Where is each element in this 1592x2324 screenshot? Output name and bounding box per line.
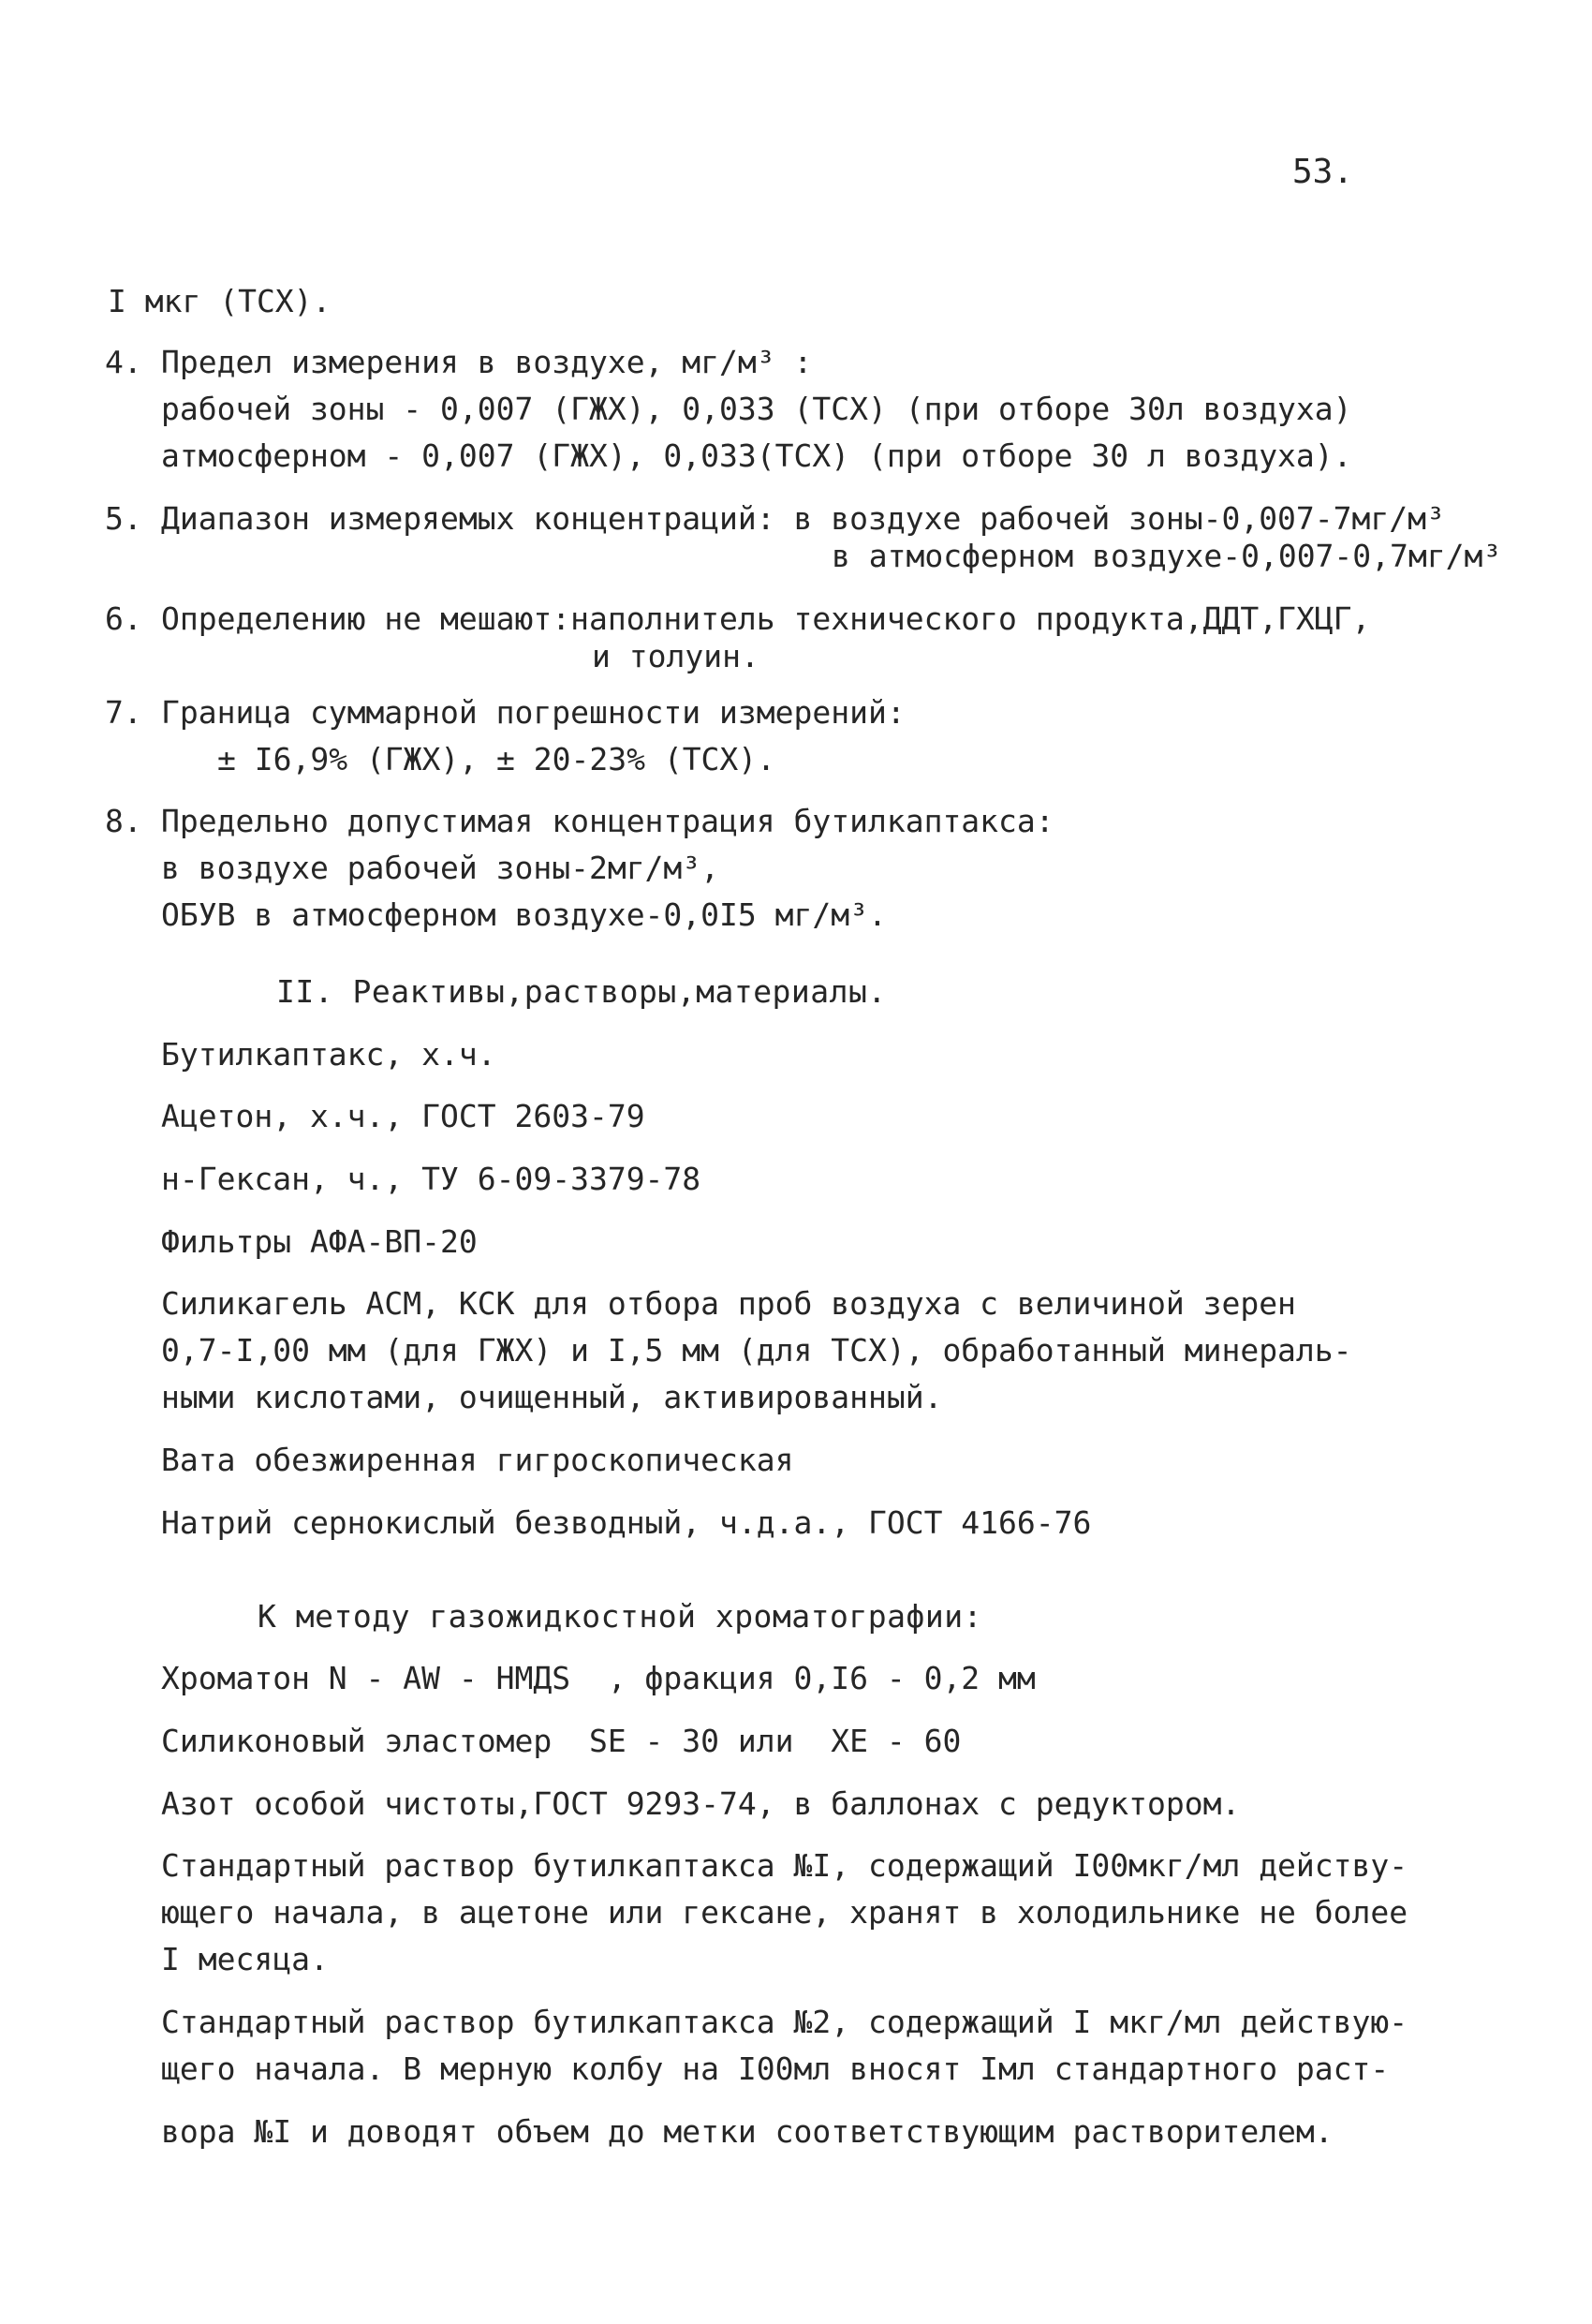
section-7-line-2: ± I6,9% (ГЖХ), ± 20-23% (ТСХ). — [217, 741, 776, 777]
section-5-number: 5. — [105, 500, 142, 537]
reagent-item-4: Фильтры АФА-ВП-20 — [161, 1223, 478, 1260]
section-5-line-2: в атмосферном воздухе-0,007-0,7мг/м³ — [832, 538, 1502, 574]
silica-line-3: ными кислотами, очищенный, активированный. — [161, 1379, 943, 1415]
section-6-line-2: и толуин. — [592, 638, 759, 674]
section-6-line-1: Определению не мешают:наполнитель технического продукта,ДДТ,ГХЦГ, — [161, 600, 1371, 637]
reagent-item-5: Вата обезжиренная гигроскопическая — [161, 1442, 794, 1478]
gc-item-3: Азот особой чистоты,ГОСТ 9293-74, в баллонах с редуктором. — [161, 1785, 1241, 1822]
section-8-number: 8. — [105, 803, 142, 839]
std2-line-3: вора №I и доводят объем до метки соответствующим растворителем. — [161, 2113, 1334, 2150]
std2-line-2: щего начала. В мерную колбу на I00мл вносят Iмл стандартного раст- — [161, 2050, 1390, 2087]
section-8-line-1: Предельно допустимая концентрация бутилкаптакса: — [161, 803, 1054, 839]
gc-item-1: Хроматон N - AW - HMДS , фракция 0,I6 - 0,2 мм — [161, 1660, 1036, 1696]
std1-line-1: Стандартный раствор бутилкаптакса №I, содержащий I00мкг/мл действу- — [161, 1847, 1408, 1884]
std1-line-2: ющего начала, в ацетоне или гексане, хранят в холодильнике не более — [161, 1894, 1408, 1931]
section-4-line-1: Предел измерения в воздухе, мг/м³ : — [161, 344, 813, 380]
section-5-line-1: Диапазон измеряемых концентраций: в воздухе рабочей зоны-0,007-7мг/м³ — [161, 500, 1445, 537]
std2-line-1: Стандартный раствор бутилкаптакса №2, содержащий I мкг/мл действую- — [161, 2004, 1408, 2040]
intro-line: I мкг (ТСХ). — [108, 283, 332, 319]
section-7-line-1: Граница суммарной погрешности измерений: — [161, 694, 906, 731]
reagent-item-3: н-Гексан, ч., ТУ 6-09-3379-78 — [161, 1161, 701, 1197]
section-4-line-2: рабочей зоны - 0,007 (ГЖХ), 0,033 (ТСХ) (при отборе 30л воздуха) — [161, 391, 1352, 427]
section-4-number: 4. — [105, 344, 142, 380]
section-7-number: 7. — [105, 694, 142, 731]
reagent-item-1: Бутилкаптакс, х.ч. — [161, 1036, 496, 1073]
page-number: 53. — [1292, 153, 1354, 191]
section-4-line-3: атмосферном - 0,007 (ГЖХ), 0,033(ТСХ) (при отборе 30 л воздуха). — [161, 437, 1352, 474]
section-II-heading: II. Реактивы,растворы,материалы. — [276, 973, 887, 1010]
gc-section-heading: К методу газожидкостной хроматографии: — [258, 1598, 982, 1635]
section-8-line-3: ОБУВ в атмосферном воздухе-0,0I5 мг/м³. — [161, 896, 887, 933]
reagent-item-2: Ацетон, х.ч., ГОСТ 2603-79 — [161, 1098, 645, 1134]
reagent-item-6: Натрий сернокислый безводный, ч.д.а., ГОСТ 4166-76 — [161, 1504, 1092, 1541]
silica-line-1: Силикагель АСМ, КСК для отбора проб воздуха с величиной зерен — [161, 1285, 1296, 1322]
section-8-line-2: в воздухе рабочей зоны-2мг/м³, — [161, 850, 720, 886]
section-6-number: 6. — [105, 600, 142, 637]
silica-line-2: 0,7-I,00 мм (для ГЖХ) и I,5 мм (для ТСХ), обработанный минераль- — [161, 1332, 1352, 1369]
std1-line-3: I месяца. — [161, 1941, 329, 1977]
gc-item-2: Силиконовый эластомер SE - 30 или XE - 60 — [161, 1723, 962, 1759]
